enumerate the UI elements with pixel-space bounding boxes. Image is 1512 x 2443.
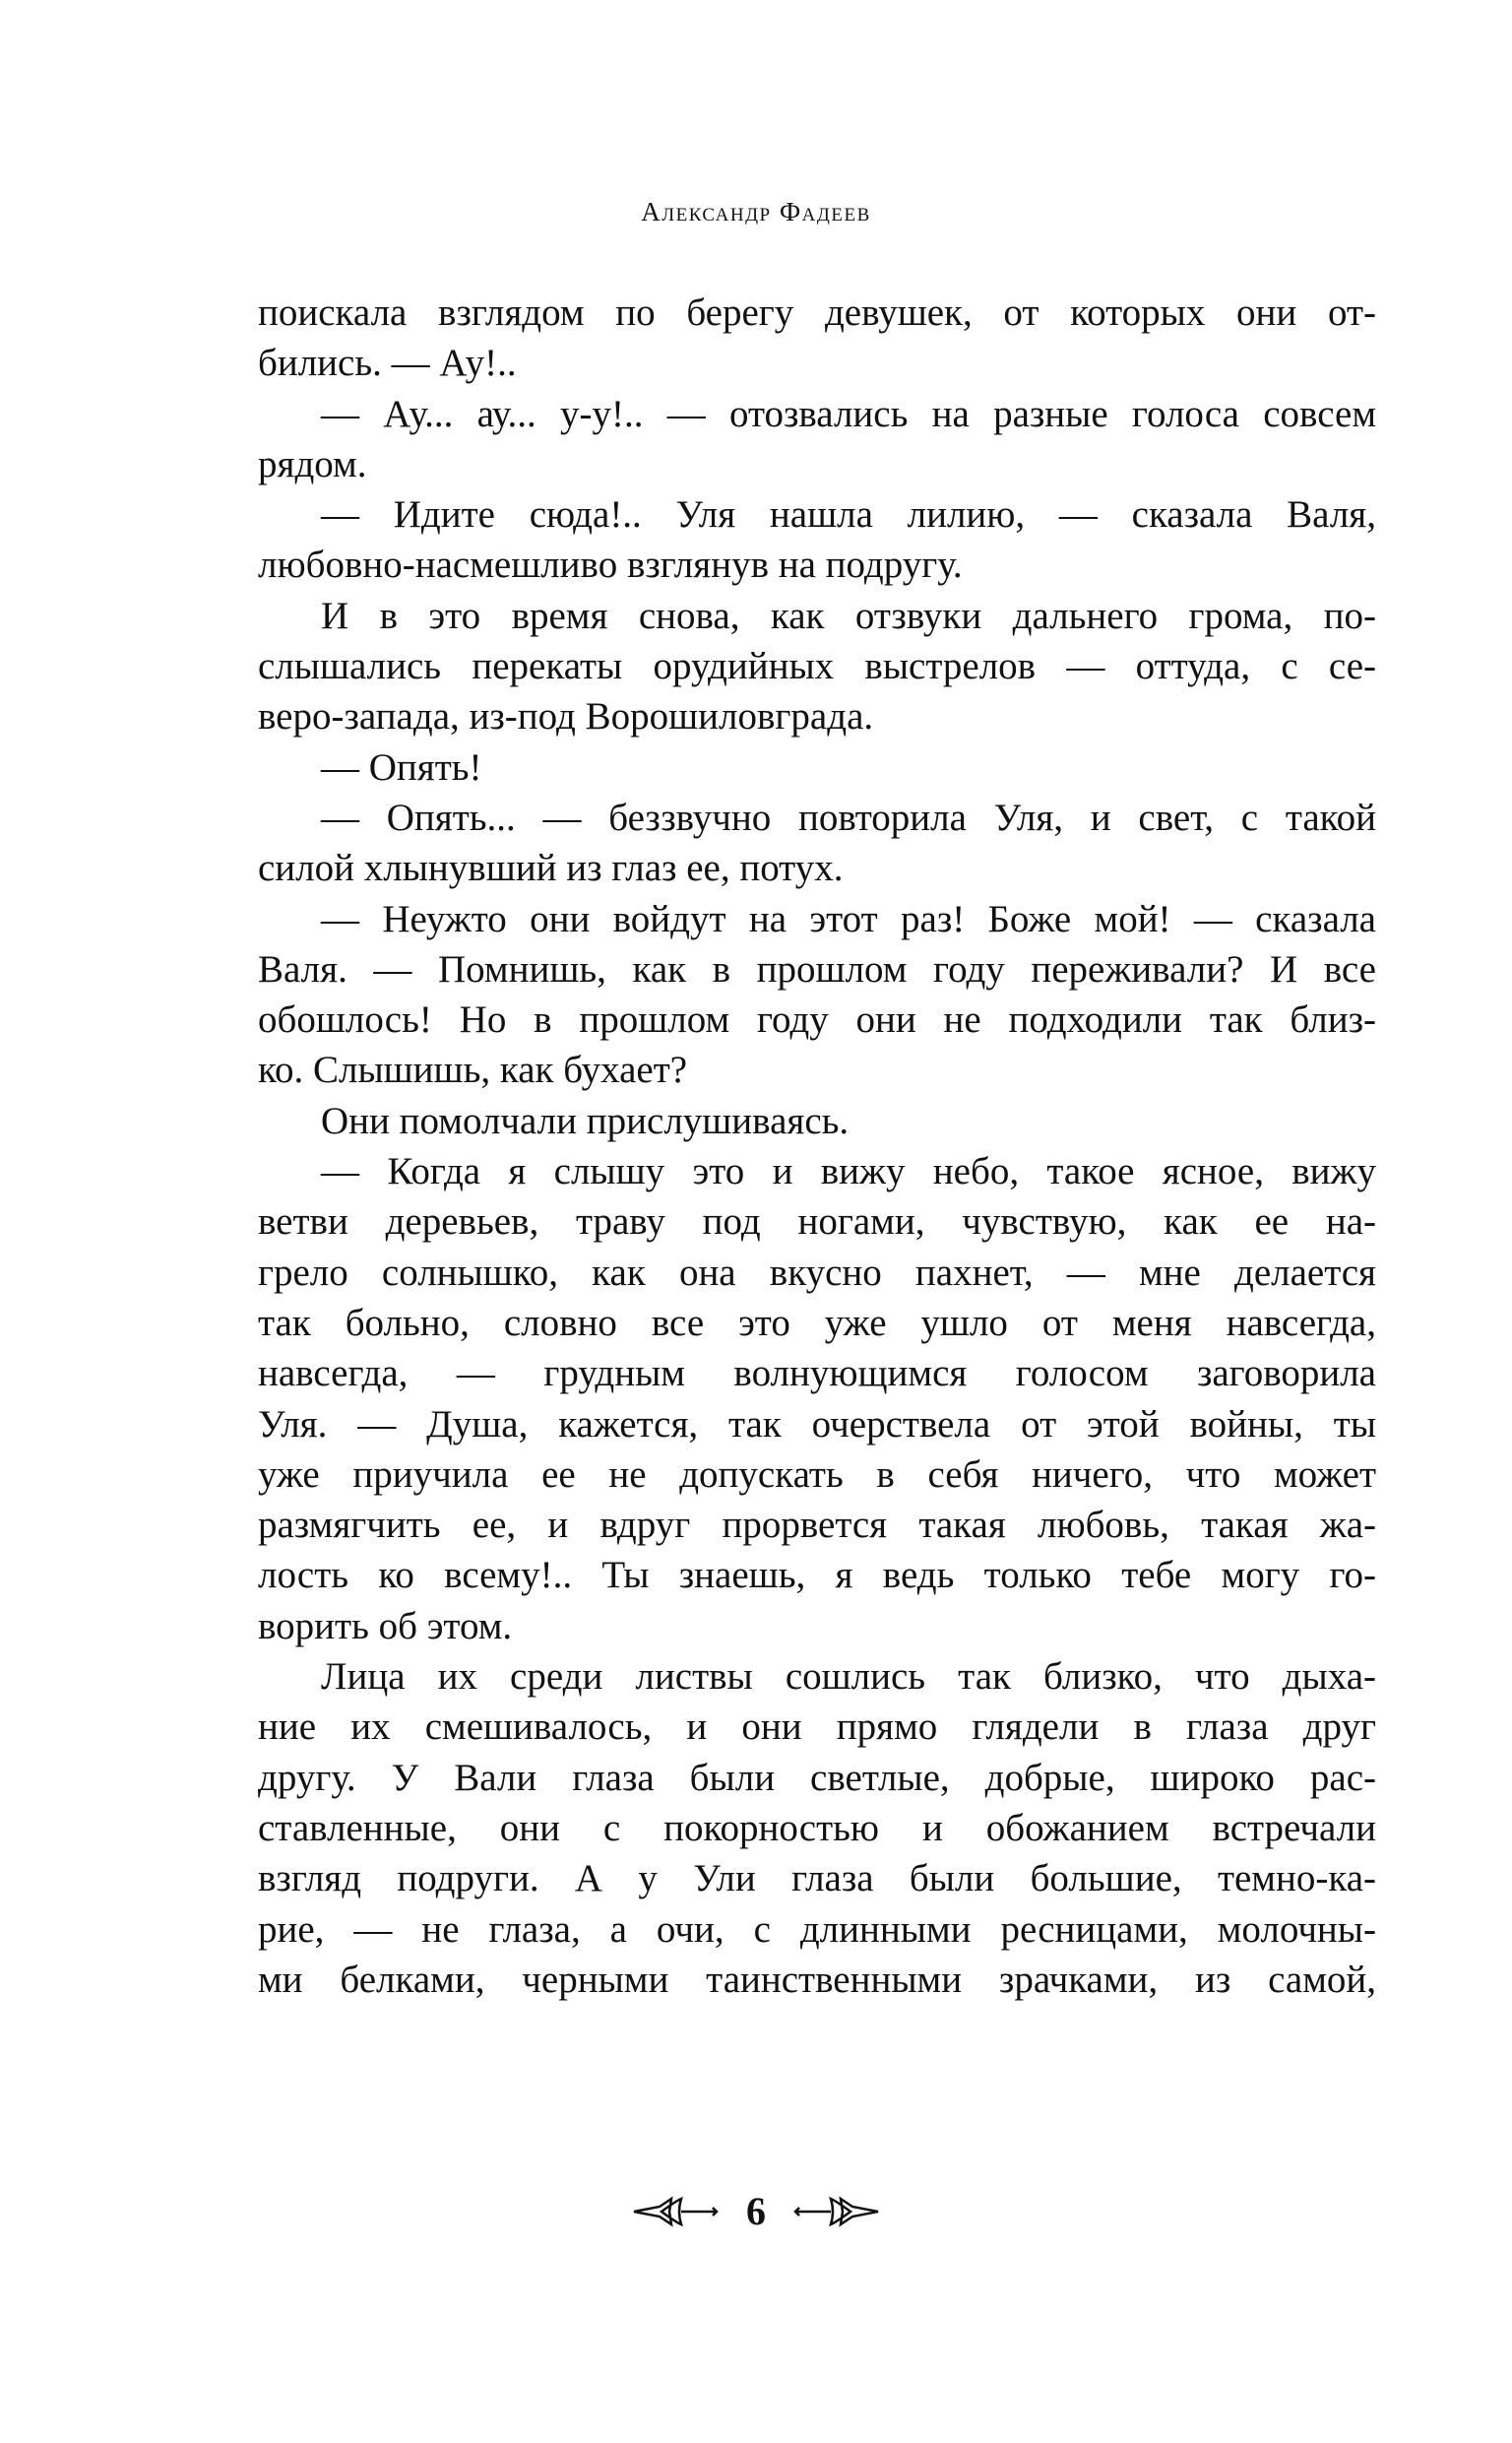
- text-line: обошлось! Но в прошлом году они не подходили так близ-: [258, 998, 1376, 1042]
- text-line: бились. — Ау!..: [258, 342, 517, 385]
- body-text: [258, 288, 1376, 2005]
- text-line: уже приучила ее не допускать в себя ничего, что может: [258, 1452, 1376, 1496]
- right-ornament-icon: [791, 2195, 880, 2228]
- text-line: силой хлынувший из глаз ее, потух.: [258, 847, 844, 890]
- text-line: ми белками, черными таинственными зрачками, из самой,: [258, 1958, 1376, 2001]
- text-line: лость ко всему!.. Ты знаешь, я ведь только тебе могу го-: [258, 1554, 1376, 1597]
- text-line: навсегда, — грудным волнующимся голосом заговорила: [258, 1352, 1376, 1395]
- text-line: — Опять!: [321, 745, 482, 789]
- page-number: 6: [746, 2189, 766, 2233]
- text-line: ставленные, они с покорностью и обожанием встречали: [258, 1806, 1376, 1849]
- text-line: — Идите сюда!.. Уля нашла лилию, — сказала Валя,: [321, 493, 1376, 537]
- text-line: ние их смешивалось, и они прямо глядели в глаза друг: [258, 1705, 1376, 1749]
- text-line: так больно, словно все это уже ушло от меня навсегда,: [258, 1301, 1376, 1344]
- text-line: — Опять... — беззвучно повторила Уля, и свет, с такой: [321, 796, 1376, 839]
- page-footer: [0, 2188, 1512, 2234]
- text-line: ворить об этом.: [258, 1604, 513, 1647]
- text-line: любовно-насмешливо взглянув на подругу.: [258, 544, 963, 587]
- text-line: рие, — не глаза, а очи, с длинными ресницами, молочны-: [258, 1907, 1376, 1951]
- text-line: размягчить ее, и вдруг прорвется такая любовь, такая жа-: [258, 1504, 1376, 1547]
- text-line: — Неужто они войдут на этот раз! Боже мой! — сказала: [321, 897, 1376, 940]
- text-line: ко. Слышишь, как бухает?: [258, 1049, 688, 1092]
- text-line: взгляд подруги. А у Ули глаза были большие, темно-ка-: [258, 1857, 1376, 1900]
- text-line: поискала взглядом по берегу девушек, от которых они от-: [258, 291, 1376, 334]
- text-line: — Когда я слышу это и вижу небо, такое ясное, вижу: [321, 1150, 1376, 1193]
- text-line: ветви деревьев, траву под ногами, чувствую, как ее на-: [258, 1200, 1376, 1244]
- text-line: грело солнышко, как она вкусно пахнет, — мне делается: [258, 1251, 1376, 1294]
- text-line: веро-запада, из-под Ворошиловграда.: [258, 695, 874, 739]
- text-line: Уля. — Душа, кажется, так очерствела от этой войны, ты: [258, 1402, 1376, 1446]
- text-line: Они помолчали прислушиваясь.: [321, 1099, 850, 1142]
- running-header: Александр Фадеев: [641, 197, 871, 226]
- text-line: рядом.: [258, 442, 367, 485]
- text-line: Валя. — Помнишь, как в прошлом году переживали? И все: [258, 947, 1376, 991]
- left-ornament-icon: [632, 2195, 721, 2228]
- text-line: Лица их среди листвы сошлись так близко, что дыха-: [321, 1655, 1376, 1699]
- text-line: — Ау... ау... у-у!.. — отозвались на разные голоса совсем: [321, 392, 1376, 435]
- text-line: И в это время снова, как отзвуки дальнего грома, по-: [321, 594, 1376, 637]
- text-line: слышались перекаты орудийных выстрелов — оттуда, с се-: [258, 645, 1376, 688]
- text-line: другу. У Вали глаза были светлые, добрые, широко рас-: [258, 1756, 1376, 1799]
